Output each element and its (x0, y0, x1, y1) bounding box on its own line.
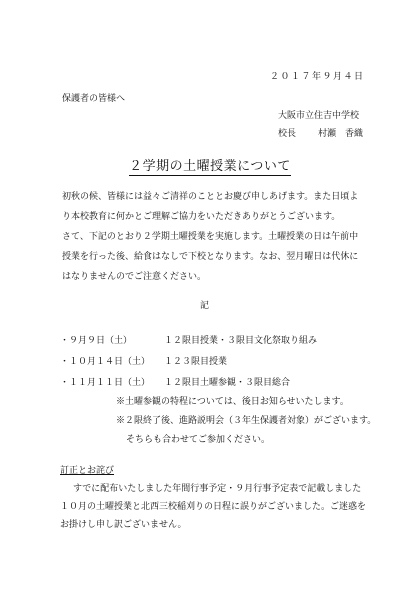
schedule-detail: １２限目授業・３限目文化祭取り組み (164, 336, 318, 346)
ki-heading: 記 (200, 301, 210, 311)
document-date: ２０１７年９月４日 (270, 72, 365, 82)
schedule-row (60, 379, 290, 388)
principal-name: 村瀬 香織 (318, 129, 364, 139)
correction-line: すでに配布いたしました年間行事予定・９月行事予定表で記載しました (73, 484, 362, 494)
schedule-date: ・９月９日（土） (60, 336, 133, 346)
school-name: 大阪市立住吉中学校 (278, 111, 360, 121)
note-line: そちらも合わせてご参加ください。 (126, 435, 271, 445)
schedule-row (60, 358, 227, 367)
schedule-date: ・１１月１１日（土） (60, 378, 151, 388)
note-line: ※土曜参観の特程については、後日お知らせいたします。 (116, 397, 349, 407)
note-line: ※２限終了後、進路説明会（３年生保護者対象）がございます。 (116, 416, 377, 426)
schedule-row (60, 337, 317, 346)
principal-role: 校長 (278, 129, 297, 139)
document-title (0, 160, 420, 173)
notice-paragraph: さて、下記のとおり２学期土曜授業を実施します。土曜授業の日は午前中授業を行った後、給食はなしで下校となります。なお、翌月曜日は代休にはなりませんのでご注意ください。 (62, 232, 359, 282)
schedule-detail: １２限目土曜参観・３限目総合 (164, 378, 291, 388)
correction-line: １０月の土曜授業と北西三校稲刈りの日程に誤りがございました。ご迷惑を (60, 502, 367, 512)
recipient-line: 保護者の皆様へ (62, 94, 126, 104)
document-title-text: ２学期の土曜授業について (129, 159, 291, 174)
schedule-date: ・１０月１４日（土） (60, 357, 151, 367)
principal-signature (278, 130, 363, 139)
greeting-paragraph: 初秋の候、皆様には益々ご清祥のこととお慶び申しあげます。また日頃より本校教育に何かとご理解ご協力をいただきありがとうございます。 (62, 192, 359, 222)
correction-heading: 訂正とお詫び (60, 466, 115, 476)
correction-line: お掛けし申し訳ございません。 (60, 520, 187, 530)
schedule-detail: １２３限目授業 (164, 357, 228, 367)
